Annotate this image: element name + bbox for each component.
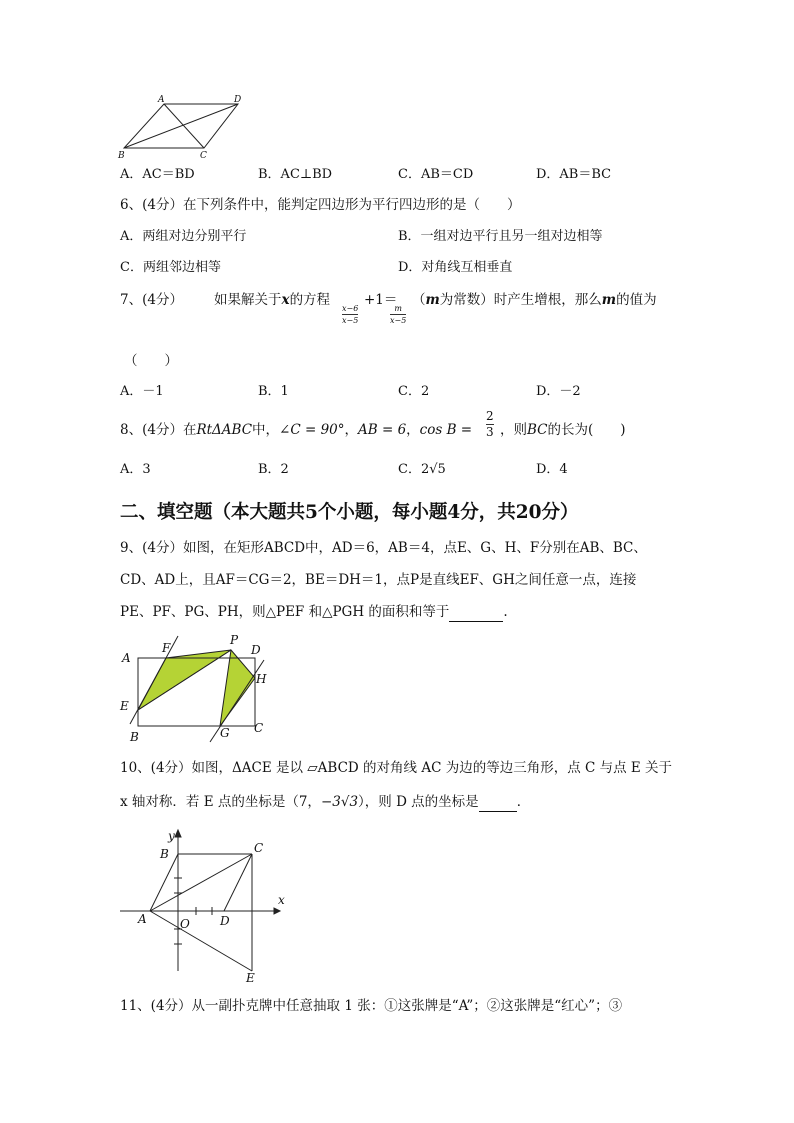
- q10-end: ．: [516, 794, 531, 810]
- q10-coord: −3√3: [320, 794, 359, 810]
- fig10-label-x: x: [278, 893, 285, 907]
- fig9-label-h: H: [256, 672, 267, 686]
- section-heading: 二、填空题（本大题共5个小题，每小题4分，共20分）: [120, 502, 579, 523]
- fig9-label-b: B: [130, 730, 139, 744]
- q8-option-d: D．4: [536, 462, 568, 477]
- q8-bc: BC: [527, 422, 548, 438]
- q8-triangle: RtΔABC: [196, 422, 253, 438]
- q8-t1: 中，: [252, 422, 280, 438]
- fig10-label-d: D: [220, 914, 230, 928]
- q7-option-b: B．1: [258, 384, 289, 399]
- q7-fraction-1: [342, 304, 358, 325]
- q7-text2: 的方程: [289, 292, 331, 308]
- q7-var-m: m: [425, 292, 440, 308]
- q6-option-b: B．一组对边平行且另一组对边相等: [398, 229, 603, 244]
- fig9-label-e: E: [120, 699, 129, 713]
- q10-line2a: x 轴对称．若 E 点的坐标是（7，: [120, 794, 321, 810]
- q7-frac2-num: m: [394, 304, 402, 313]
- q7-option-a: A．－1: [120, 384, 164, 399]
- q7-text5: 的值为: [616, 292, 657, 308]
- label-d: D: [234, 95, 242, 105]
- fig10-label-e: E: [246, 971, 255, 985]
- q8-frac-num: 2: [486, 409, 494, 423]
- parallelogram-figure: [112, 92, 252, 164]
- q9-answer-blank[interactable]: [449, 603, 503, 622]
- q6-stem: 6、(4分）在下列条件中，能判定四边形为平行四边形的是（ ）: [120, 197, 521, 213]
- q8-angle: ∠C = 90°: [279, 422, 345, 438]
- q8-option-c-label: C．: [398, 462, 421, 477]
- fig10-label-o: O: [180, 917, 190, 931]
- q5-option-b: B．AC⊥BD: [258, 167, 333, 182]
- q7-fraction-2: [390, 304, 406, 325]
- q10-line2b: ），则 D 点的坐标是: [358, 794, 479, 810]
- q11-line1: 11、(4分）从一副扑克牌中任意抽取 1 张：①这张牌是“A”；②这张牌是“红心”；③: [120, 998, 623, 1014]
- label-c: C: [200, 151, 207, 161]
- q7-frac2-den: x−5: [390, 316, 407, 325]
- fig10-label-b: B: [160, 847, 169, 861]
- q8-sep1: ，: [344, 422, 359, 438]
- q7-frac1-num: x−6: [342, 304, 359, 313]
- q7-text4: 为常数）时产生增根，那么: [439, 292, 602, 308]
- q9-line3-text: PE、PF、PG、PH，则△PEF 和△PGH 的面积和等于: [120, 604, 450, 620]
- q7-stem-part2: [412, 291, 657, 309]
- q8-option-b: B．2: [258, 462, 289, 477]
- triangle-pgh: [220, 650, 255, 726]
- fig9-label-a: A: [122, 651, 131, 665]
- q7-text3: （: [412, 292, 426, 308]
- q7-stem-part1: [214, 291, 330, 309]
- q7-answer-paren: （ ）: [124, 353, 178, 369]
- fig9-label-f: F: [162, 641, 171, 655]
- q5-option-a: A．AC＝BD: [120, 167, 195, 182]
- q8-option-c: [398, 461, 446, 479]
- fig9-label-p: P: [230, 633, 239, 647]
- q8-sep2: ，: [406, 422, 420, 438]
- q7-var-x: x: [281, 292, 290, 308]
- q9-line3: [120, 603, 508, 622]
- q8-ab: AB = 6: [358, 422, 407, 438]
- q8-stem: [120, 421, 472, 439]
- q7-prefix: 7、(4分）: [120, 292, 183, 308]
- q7-frac1-den: x−5: [342, 316, 359, 325]
- fig10-label-a: A: [138, 912, 147, 926]
- q8-option-c-value: 2√5: [420, 462, 446, 477]
- q7-option-c: C．2: [398, 384, 430, 399]
- fig10-label-c: C: [254, 841, 264, 855]
- q7-text1: 如果解关于: [214, 292, 282, 308]
- q8-stem-end: [500, 421, 626, 439]
- q8-option-a: A．3: [120, 462, 151, 477]
- q8-t2: ，则: [500, 422, 527, 438]
- q8-prefix: 8、(4分）在: [120, 422, 197, 438]
- q6-option-c: C．两组邻边相等: [120, 260, 221, 275]
- label-b: B: [118, 151, 125, 161]
- q9-line1: 9、(4分）如图，在矩形ABCD中，AD＝6，AB＝4，点E、G、H、F分别在AB、BC、: [120, 540, 647, 556]
- fig10-label-y: y: [168, 829, 175, 843]
- fig9-label-c: C: [254, 721, 264, 735]
- q5-option-c: C．AB＝CD: [398, 167, 474, 182]
- label-a: A: [158, 95, 165, 105]
- q6-option-d: D．对角线互相垂直: [398, 260, 513, 275]
- fig9-label-d: D: [251, 643, 261, 657]
- q10-answer-blank[interactable]: [479, 793, 517, 812]
- q9-end: .: [503, 604, 508, 620]
- coordinate-figure: [116, 826, 296, 986]
- q10-line1: 10、(4分）如图，ΔACE 是以 ▱ABCD 的对角线 AC 为边的等边三角形，点 C 与点 E 关于: [120, 760, 673, 776]
- q6-option-a: A．两组对边分别平行: [120, 229, 247, 244]
- rectangle-figure: [116, 630, 272, 746]
- q10-line2: [120, 793, 530, 812]
- q8-t3: 的长为( ): [547, 422, 626, 438]
- q8-cos: cos B =: [419, 422, 473, 438]
- q7-plus-one: +1＝: [364, 292, 398, 308]
- q9-line2: CD、AD上，且AF＝CG＝2，BE＝DH＝1，点P是直线EF、GH之间任意一点，连接: [120, 572, 637, 588]
- q8-fraction: [486, 410, 494, 439]
- q7-option-d: D．－2: [536, 384, 581, 399]
- q8-frac-den: 3: [486, 425, 494, 439]
- q7-var-m2: m: [601, 292, 617, 308]
- fig9-label-g: G: [220, 726, 230, 740]
- q5-option-d: D．AB＝BC: [536, 167, 612, 182]
